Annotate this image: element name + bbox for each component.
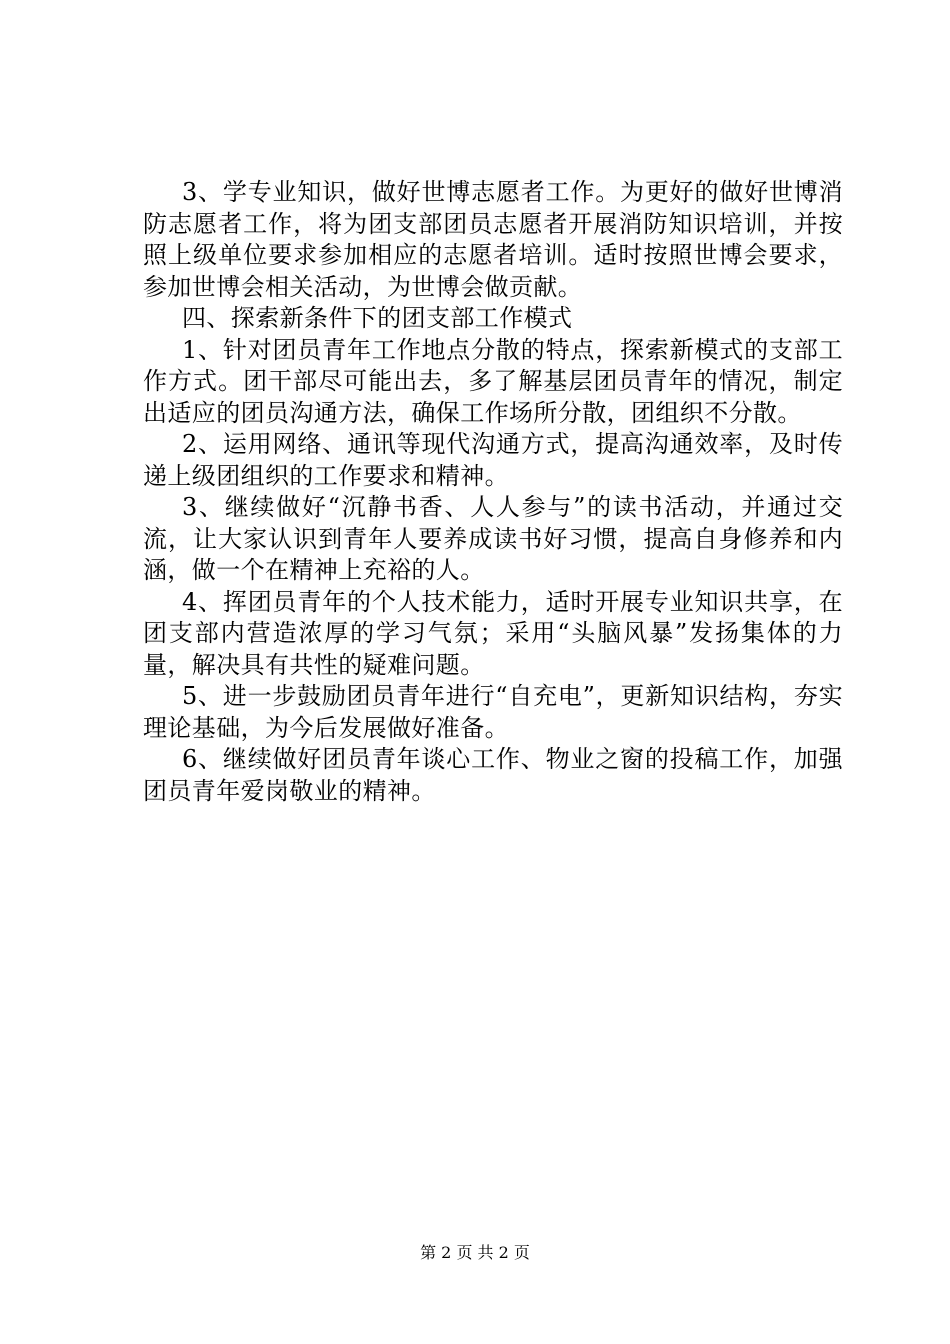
paragraph-item-3-reading: 3、继续做好“沉静书香、人人参与”的读书活动，并通过交流，让大家认识到青年人要养成读书好习惯，提高自身修养和内涵，做一个在精神上充裕的人。 <box>143 493 843 584</box>
paragraph-item-5-self-study: 5、进一步鼓励团员青年进行“自充电”，更新知识结构，夯实理论基础，为今后发展做好准备。 <box>143 682 843 742</box>
paragraph-item-4-skills: 4、挥团员青年的个人技术能力，适时开展专业知识共享，在团支部内营造浓厚的学习气氛；采用“头脑风暴”发扬集体的力量，解决具有共性的疑难问题。 <box>143 587 843 679</box>
section-heading-4: 四、探索新条件下的团支部工作模式 <box>182 304 573 332</box>
paragraph-item-3-volunteer: 3、学专业知识，做好世博志愿者工作。为更好的做好世博消防志愿者工作，将为团支部团员志愿者开展消防知识培训，并按照上级单位要求参加相应的志愿者培训。适时按照世博会要求，参加世博会相关活动，为世博会做贡献。 <box>143 178 843 301</box>
document-body <box>143 177 843 807</box>
page-number-footer: 第 2 页 共 2 页 <box>420 1243 530 1262</box>
paragraph-item-2-communication: 2、运用网络、通讯等现代沟通方式，提高沟通效率，及时传递上级团组织的工作要求和精神。 <box>143 430 843 490</box>
paragraph-item-1-work-mode: 1、针对团员青年工作地点分散的特点，探索新模式的支部工作方式。团干部尽可能出去，多了解基层团员青年的情况，制定出适应的团员沟通方法，确保工作场所分散，团组织不分散。 <box>143 335 843 427</box>
paragraph-item-6-heart-talk: 6、继续做好团员青年谈心工作、物业之窗的投稿工作，加强团员青年爱岗敬业的精神。 <box>143 745 843 805</box>
